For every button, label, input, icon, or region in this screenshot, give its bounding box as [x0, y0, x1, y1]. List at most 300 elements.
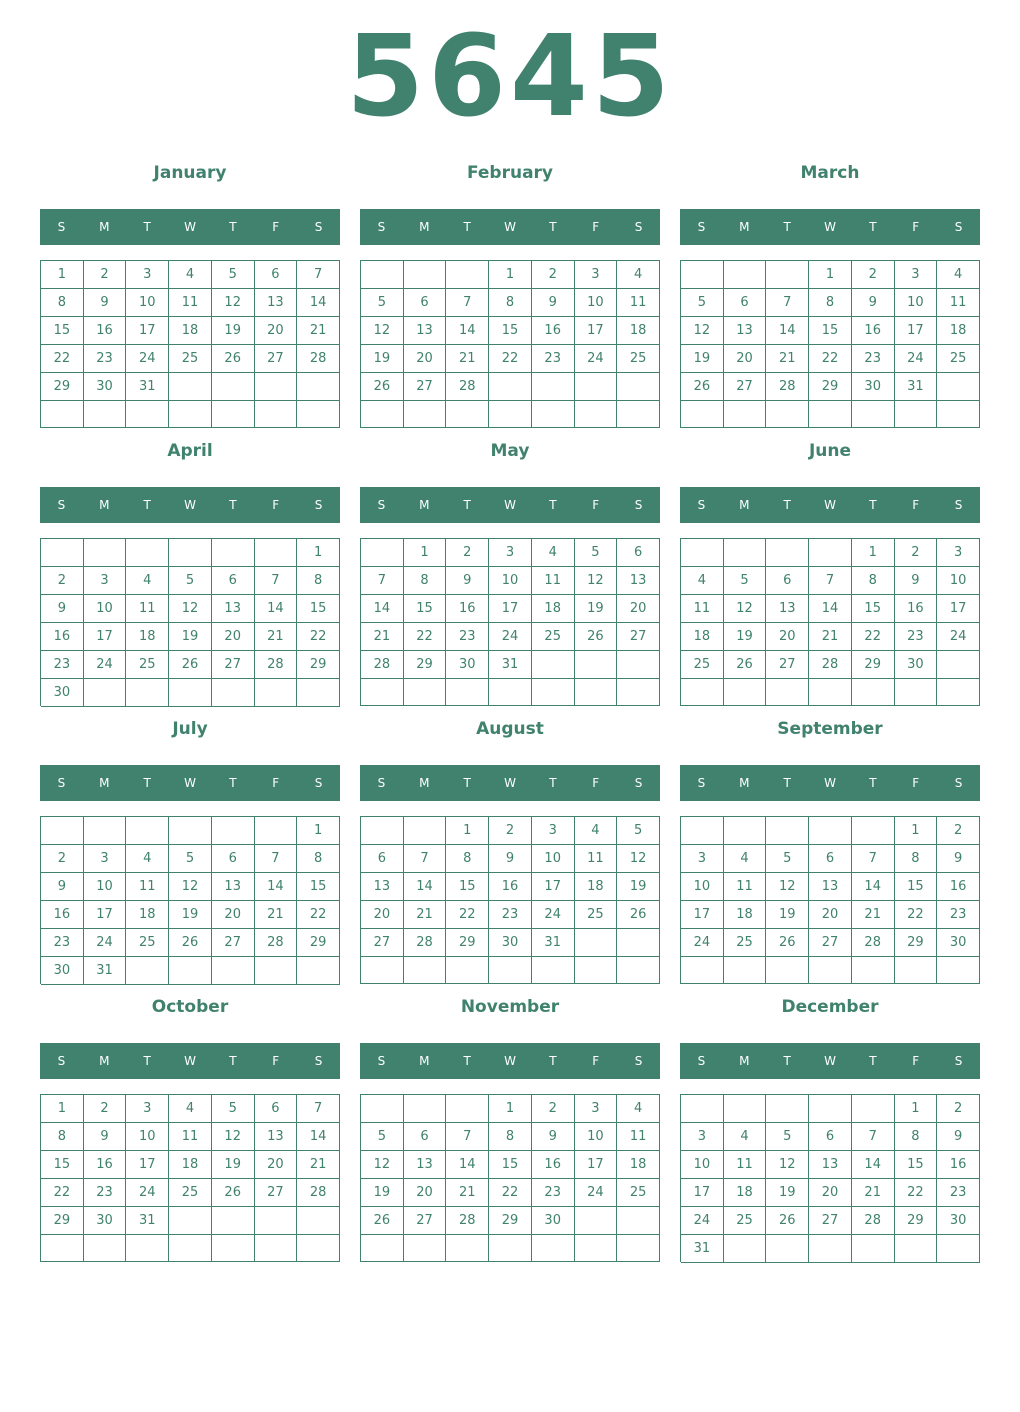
- day-cell: 22: [446, 901, 489, 929]
- day-cell: 30: [446, 651, 489, 679]
- day-cell: 9: [937, 1123, 980, 1151]
- empty-cell: [575, 401, 618, 428]
- empty-cell: [766, 957, 809, 984]
- day-cell: 28: [766, 373, 809, 401]
- empty-cell: [575, 957, 618, 984]
- day-cell: 26: [766, 929, 809, 957]
- day-cell: 8: [489, 1123, 532, 1151]
- day-cell: 5: [766, 1123, 809, 1151]
- day-cell: 26: [361, 373, 404, 401]
- day-cell: 17: [532, 873, 575, 901]
- day-cell: 27: [212, 929, 255, 957]
- empty-cell: [446, 679, 489, 706]
- empty-cell: [766, 817, 809, 845]
- day-cell: 26: [724, 651, 767, 679]
- weekday-label: T: [549, 220, 557, 234]
- day-cell: 16: [532, 1151, 575, 1179]
- day-cell: 4: [169, 261, 212, 289]
- day-cell: 2: [84, 1095, 127, 1123]
- day-cell: 31: [895, 373, 938, 401]
- day-cell: 26: [617, 901, 660, 929]
- empty-cell: [575, 1207, 618, 1235]
- day-cell: 9: [895, 567, 938, 595]
- weekday-label: S: [57, 1054, 66, 1068]
- day-cell: 4: [724, 845, 767, 873]
- weekday-label: W: [504, 776, 516, 790]
- day-cell: 11: [169, 1123, 212, 1151]
- empty-cell: [84, 1235, 127, 1262]
- day-cell: 30: [41, 957, 84, 985]
- weekday-label: F: [912, 776, 920, 790]
- day-cell: 21: [297, 317, 340, 345]
- day-cell: 7: [255, 845, 298, 873]
- day-cell: 7: [297, 1095, 340, 1123]
- day-cell: 2: [532, 261, 575, 289]
- day-cell: 29: [446, 929, 489, 957]
- day-cell: 24: [681, 1207, 724, 1235]
- day-cell: 19: [724, 623, 767, 651]
- empty-cell: [361, 957, 404, 984]
- weekday-label: W: [184, 776, 196, 790]
- weekday-label: T: [869, 498, 877, 512]
- day-cell: 24: [895, 345, 938, 373]
- day-cell: 27: [404, 1207, 447, 1235]
- empty-cell: [297, 679, 340, 707]
- day-cell: 27: [766, 651, 809, 679]
- empty-cell: [404, 1095, 447, 1123]
- day-cell: 17: [681, 1179, 724, 1207]
- day-cell: 21: [297, 1151, 340, 1179]
- day-cell: 3: [681, 845, 724, 873]
- day-cell: 27: [255, 1179, 298, 1207]
- day-cell: 14: [297, 1123, 340, 1151]
- day-cell: 21: [361, 623, 404, 651]
- weekday-label: T: [869, 776, 877, 790]
- day-cell: 7: [766, 289, 809, 317]
- empty-cell: [532, 957, 575, 984]
- empty-cell: [766, 539, 809, 567]
- day-cell: 29: [852, 651, 895, 679]
- day-cell: 8: [895, 845, 938, 873]
- weekday-label: F: [592, 1054, 600, 1068]
- day-cell: 18: [169, 1151, 212, 1179]
- empty-cell: [297, 1207, 340, 1235]
- day-cell: 2: [446, 539, 489, 567]
- empty-cell: [446, 1235, 489, 1262]
- day-cell: 7: [255, 567, 298, 595]
- empty-cell: [852, 679, 895, 706]
- day-cell: 27: [361, 929, 404, 957]
- day-cell: 27: [809, 929, 852, 957]
- day-cell: 6: [809, 845, 852, 873]
- weekday-label: F: [272, 1054, 280, 1068]
- day-cell: 3: [126, 1095, 169, 1123]
- empty-cell: [681, 679, 724, 706]
- day-cell: 23: [84, 345, 127, 373]
- day-cell: 24: [126, 345, 169, 373]
- day-cell: 20: [255, 317, 298, 345]
- day-cell: 8: [489, 289, 532, 317]
- day-cell: 14: [809, 595, 852, 623]
- weekday-label: W: [184, 220, 196, 234]
- weekday-label: S: [314, 498, 323, 512]
- weekday-label: W: [504, 1054, 516, 1068]
- empty-cell: [212, 679, 255, 707]
- day-grid: [40, 1094, 340, 1262]
- day-cell: 12: [575, 567, 618, 595]
- empty-cell: [852, 817, 895, 845]
- day-cell: 12: [361, 317, 404, 345]
- day-cell: 25: [617, 1179, 660, 1207]
- weekday-label: W: [824, 1054, 836, 1068]
- empty-cell: [724, 1235, 767, 1263]
- day-cell: 17: [84, 901, 127, 929]
- weekday-label: F: [592, 776, 600, 790]
- empty-cell: [681, 401, 724, 428]
- day-cell: 23: [41, 929, 84, 957]
- weekday-label: S: [314, 220, 323, 234]
- day-cell: 9: [84, 1123, 127, 1151]
- day-cell: 15: [895, 873, 938, 901]
- day-cell: 5: [169, 845, 212, 873]
- empty-cell: [212, 373, 255, 401]
- day-cell: 10: [681, 1151, 724, 1179]
- day-cell: 3: [532, 817, 575, 845]
- day-cell: 3: [126, 261, 169, 289]
- day-cell: 26: [575, 623, 618, 651]
- day-cell: 13: [809, 873, 852, 901]
- day-cell: 13: [404, 317, 447, 345]
- day-cell: 10: [532, 845, 575, 873]
- day-cell: 24: [937, 623, 980, 651]
- empty-cell: [84, 539, 127, 567]
- day-cell: 9: [446, 567, 489, 595]
- weekday-label: M: [99, 498, 110, 512]
- day-cell: 16: [446, 595, 489, 623]
- day-cell: 23: [532, 1179, 575, 1207]
- day-cell: 4: [532, 539, 575, 567]
- day-cell: 24: [681, 929, 724, 957]
- day-cell: 23: [895, 623, 938, 651]
- day-cell: 21: [852, 1179, 895, 1207]
- day-cell: 11: [617, 1123, 660, 1151]
- day-cell: 4: [126, 567, 169, 595]
- weekday-label: T: [783, 776, 791, 790]
- day-grid: [40, 816, 340, 984]
- day-cell: 14: [404, 873, 447, 901]
- empty-cell: [532, 651, 575, 679]
- day-cell: 5: [724, 567, 767, 595]
- day-cell: 27: [404, 373, 447, 401]
- day-cell: 22: [297, 901, 340, 929]
- day-cell: 1: [297, 817, 340, 845]
- day-cell: 9: [41, 595, 84, 623]
- day-cell: 6: [404, 289, 447, 317]
- day-cell: 10: [895, 289, 938, 317]
- day-cell: 25: [681, 651, 724, 679]
- day-cell: 12: [361, 1151, 404, 1179]
- day-cell: 23: [937, 901, 980, 929]
- weekday-label: T: [549, 498, 557, 512]
- weekday-label: F: [272, 498, 280, 512]
- day-cell: 28: [255, 929, 298, 957]
- day-cell: 1: [895, 817, 938, 845]
- day-cell: 24: [575, 345, 618, 373]
- day-cell: 29: [41, 1207, 84, 1235]
- weekday-label: S: [634, 498, 643, 512]
- day-cell: 22: [41, 345, 84, 373]
- day-cell: 15: [41, 317, 84, 345]
- day-cell: 10: [575, 289, 618, 317]
- day-cell: 15: [404, 595, 447, 623]
- day-cell: 2: [41, 845, 84, 873]
- empty-cell: [255, 679, 298, 707]
- weekday-label: S: [377, 776, 386, 790]
- day-cell: 26: [681, 373, 724, 401]
- day-cell: 17: [126, 317, 169, 345]
- empty-cell: [255, 957, 298, 985]
- day-cell: 11: [575, 845, 618, 873]
- weekday-label: M: [419, 220, 430, 234]
- empty-cell: [895, 679, 938, 706]
- empty-cell: [169, 1235, 212, 1262]
- day-cell: 25: [724, 929, 767, 957]
- day-cell: 3: [84, 845, 127, 873]
- empty-cell: [126, 957, 169, 985]
- day-cell: 6: [404, 1123, 447, 1151]
- empty-cell: [809, 679, 852, 706]
- day-cell: 7: [297, 261, 340, 289]
- empty-cell: [361, 261, 404, 289]
- day-cell: 14: [297, 289, 340, 317]
- day-cell: 1: [297, 539, 340, 567]
- month-name: December: [781, 997, 879, 1017]
- day-cell: 1: [809, 261, 852, 289]
- empty-cell: [255, 539, 298, 567]
- month-name: October: [151, 997, 229, 1017]
- day-cell: 17: [575, 317, 618, 345]
- day-cell: 27: [617, 623, 660, 651]
- day-cell: 28: [297, 345, 340, 373]
- day-cell: 30: [489, 929, 532, 957]
- empty-cell: [489, 1235, 532, 1262]
- weekday-label: T: [463, 776, 471, 790]
- day-cell: 28: [297, 1179, 340, 1207]
- weekday-label: T: [143, 220, 151, 234]
- year-title: 5645: [346, 12, 674, 142]
- day-cell: 28: [852, 1207, 895, 1235]
- weekday-label: S: [377, 498, 386, 512]
- empty-cell: [852, 957, 895, 984]
- day-cell: 30: [852, 373, 895, 401]
- day-cell: 12: [681, 317, 724, 345]
- day-cell: 15: [297, 595, 340, 623]
- day-cell: 31: [532, 929, 575, 957]
- day-cell: 31: [126, 1207, 169, 1235]
- day-cell: 1: [404, 539, 447, 567]
- day-cell: 28: [809, 651, 852, 679]
- empty-cell: [126, 539, 169, 567]
- day-cell: 21: [255, 623, 298, 651]
- empty-cell: [724, 679, 767, 706]
- day-cell: 16: [84, 1151, 127, 1179]
- empty-cell: [617, 651, 660, 679]
- day-cell: 6: [212, 567, 255, 595]
- empty-cell: [41, 539, 84, 567]
- day-cell: 20: [212, 901, 255, 929]
- day-cell: 29: [41, 373, 84, 401]
- empty-cell: [41, 1235, 84, 1262]
- empty-cell: [937, 373, 980, 401]
- day-cell: 15: [297, 873, 340, 901]
- day-cell: 1: [446, 817, 489, 845]
- day-cell: 13: [361, 873, 404, 901]
- weekday-label: M: [419, 498, 430, 512]
- empty-cell: [937, 957, 980, 984]
- month-name: July: [172, 719, 208, 739]
- month-name: August: [476, 719, 544, 739]
- weekday-header: [680, 487, 980, 523]
- day-cell: 8: [809, 289, 852, 317]
- day-cell: 26: [766, 1207, 809, 1235]
- weekday-label: W: [504, 220, 516, 234]
- empty-cell: [361, 817, 404, 845]
- day-cell: 11: [169, 289, 212, 317]
- weekday-label: M: [739, 498, 750, 512]
- empty-cell: [169, 679, 212, 707]
- empty-cell: [84, 679, 127, 707]
- day-cell: 12: [212, 289, 255, 317]
- day-cell: 18: [724, 1179, 767, 1207]
- day-cell: 18: [126, 623, 169, 651]
- empty-cell: [766, 261, 809, 289]
- weekday-label: S: [697, 220, 706, 234]
- day-cell: 23: [532, 345, 575, 373]
- day-cell: 4: [617, 1095, 660, 1123]
- day-cell: 3: [895, 261, 938, 289]
- day-cell: 10: [489, 567, 532, 595]
- weekday-label: S: [634, 776, 643, 790]
- day-cell: 24: [489, 623, 532, 651]
- day-cell: 4: [724, 1123, 767, 1151]
- weekday-label: F: [912, 220, 920, 234]
- month-name: April: [167, 441, 213, 461]
- empty-cell: [681, 817, 724, 845]
- day-cell: 16: [895, 595, 938, 623]
- day-cell: 25: [169, 1179, 212, 1207]
- empty-cell: [446, 401, 489, 428]
- month-name: February: [466, 163, 554, 183]
- weekday-label: M: [739, 1054, 750, 1068]
- weekday-label: M: [419, 776, 430, 790]
- weekday-label: S: [697, 776, 706, 790]
- day-cell: 17: [84, 623, 127, 651]
- empty-cell: [169, 373, 212, 401]
- day-cell: 4: [937, 261, 980, 289]
- empty-cell: [895, 1235, 938, 1263]
- day-cell: 13: [766, 595, 809, 623]
- empty-cell: [169, 1207, 212, 1235]
- empty-cell: [297, 401, 340, 428]
- day-cell: 31: [84, 957, 127, 985]
- empty-cell: [212, 817, 255, 845]
- day-cell: 7: [446, 1123, 489, 1151]
- empty-cell: [809, 539, 852, 567]
- weekday-label: T: [229, 776, 237, 790]
- day-cell: 15: [809, 317, 852, 345]
- day-cell: 19: [169, 901, 212, 929]
- empty-cell: [297, 957, 340, 985]
- day-cell: 18: [532, 595, 575, 623]
- day-cell: 16: [41, 623, 84, 651]
- day-cell: 20: [766, 623, 809, 651]
- day-cell: 2: [532, 1095, 575, 1123]
- day-cell: 7: [446, 289, 489, 317]
- day-cell: 19: [617, 873, 660, 901]
- day-grid: [680, 1094, 980, 1262]
- empty-cell: [681, 261, 724, 289]
- empty-cell: [852, 401, 895, 428]
- empty-cell: [126, 679, 169, 707]
- weekday-label: F: [912, 498, 920, 512]
- day-cell: 30: [532, 1207, 575, 1235]
- day-cell: 18: [937, 317, 980, 345]
- weekday-label: S: [314, 776, 323, 790]
- weekday-label: M: [739, 220, 750, 234]
- day-cell: 18: [681, 623, 724, 651]
- day-cell: 2: [937, 1095, 980, 1123]
- empty-cell: [212, 1235, 255, 1262]
- day-cell: 29: [895, 1207, 938, 1235]
- empty-cell: [617, 957, 660, 984]
- day-cell: 19: [361, 1179, 404, 1207]
- weekday-label: S: [954, 1054, 963, 1068]
- weekday-label: T: [869, 1054, 877, 1068]
- day-cell: 26: [169, 651, 212, 679]
- day-cell: 12: [766, 873, 809, 901]
- empty-cell: [212, 957, 255, 985]
- day-cell: 17: [126, 1151, 169, 1179]
- day-cell: 27: [724, 373, 767, 401]
- day-cell: 25: [532, 623, 575, 651]
- day-cell: 12: [724, 595, 767, 623]
- day-cell: 18: [575, 873, 618, 901]
- weekday-label: T: [143, 776, 151, 790]
- day-cell: 24: [575, 1179, 618, 1207]
- day-cell: 22: [895, 901, 938, 929]
- day-cell: 16: [937, 873, 980, 901]
- empty-cell: [84, 817, 127, 845]
- empty-cell: [361, 679, 404, 706]
- day-cell: 29: [489, 1207, 532, 1235]
- empty-cell: [809, 1235, 852, 1263]
- day-cell: 9: [852, 289, 895, 317]
- day-cell: 22: [489, 345, 532, 373]
- empty-cell: [724, 261, 767, 289]
- day-cell: 23: [489, 901, 532, 929]
- day-cell: 28: [361, 651, 404, 679]
- empty-cell: [895, 957, 938, 984]
- empty-cell: [255, 1207, 298, 1235]
- day-cell: 27: [809, 1207, 852, 1235]
- day-cell: 3: [489, 539, 532, 567]
- day-cell: 3: [681, 1123, 724, 1151]
- day-cell: 8: [41, 1123, 84, 1151]
- weekday-header: [40, 765, 340, 801]
- weekday-label: W: [824, 776, 836, 790]
- day-grid: [680, 260, 980, 428]
- weekday-header: [40, 487, 340, 523]
